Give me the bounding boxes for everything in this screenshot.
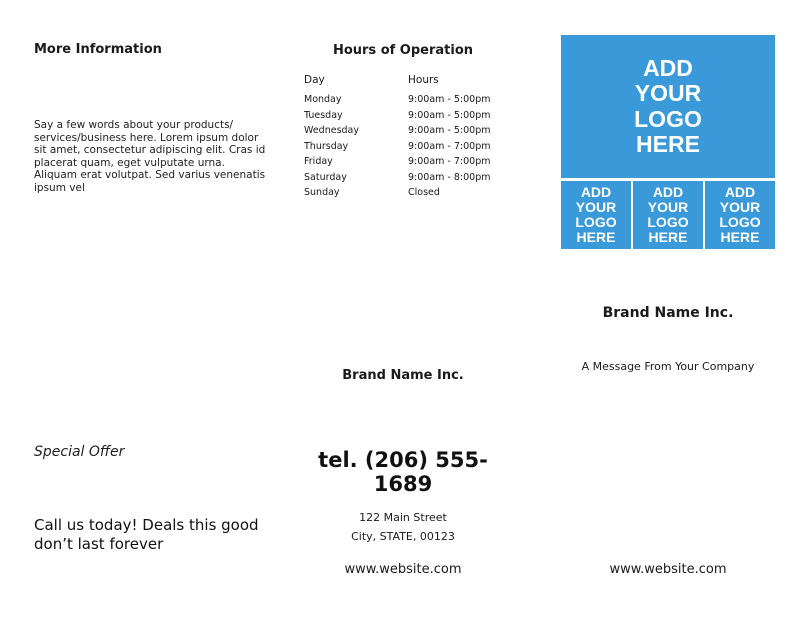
hours-row <box>304 110 504 126</box>
hours-table-header <box>304 74 439 86</box>
hours-row <box>304 94 504 110</box>
hours-row <box>304 125 504 141</box>
company-message: A Message From Your Company <box>581 360 755 373</box>
logo-placeholder-text: ADD YOUR LOGO HERE <box>719 184 761 245</box>
phone-number: tel. (206) 555-1689 <box>318 448 488 496</box>
hours-value: 9:00am - 5:00pm <box>408 94 491 105</box>
hours-row <box>304 187 504 203</box>
hours-day: Wednesday <box>304 125 360 136</box>
hours-row <box>304 172 504 188</box>
special-offer-heading: Special Offer <box>34 444 125 460</box>
hours-table <box>304 94 504 203</box>
hours-value: Closed <box>408 187 440 198</box>
hours-value: 9:00am - 7:00pm <box>408 140 491 152</box>
logo-placeholder-small <box>561 181 631 249</box>
hours-value: 9:00am - 5:00pm <box>408 125 491 136</box>
logo-placeholder-text: ADD YOUR LOGO HERE <box>647 184 689 245</box>
logo-placeholder-text: ADD YOUR LOGO HERE <box>575 184 617 245</box>
address <box>303 508 503 546</box>
hours-day: Sunday <box>304 187 340 198</box>
hours-day: Tuesday <box>304 109 343 121</box>
hours-header-hours: Hours <box>408 74 439 86</box>
logo-placeholder-main <box>561 35 775 178</box>
logo-placeholder-small <box>633 181 703 249</box>
hours-title: Hours of Operation <box>332 43 474 58</box>
call-us-text: Call us today! Deals this good don’t last forever <box>34 516 259 553</box>
website-right: www.website.com <box>609 562 727 577</box>
brand-name-middle: Brand Name Inc. <box>342 368 464 383</box>
address-line2: City, STATE, 00123 <box>351 530 455 543</box>
hours-header-day: Day <box>304 74 325 86</box>
hours-value: 9:00am - 7:00pm <box>408 156 491 167</box>
logo-placeholder-small <box>705 181 775 249</box>
brand-name-right: Brand Name Inc. <box>602 305 734 321</box>
more-info-body: Say a few words about your products/ services/business here. Lorem ipsum dolor sit amet, consectetur adipiscing elit. Cras id placerat quam, eget vulputate urna. Aliquam erat volutpat. Sed varius venenatis ipsum vel <box>34 119 266 194</box>
hours-value: 9:00am - 5:00pm <box>408 109 491 121</box>
address-line1: 122 Main Street <box>359 511 447 524</box>
hours-row <box>304 156 504 172</box>
hours-day: Friday <box>304 156 333 167</box>
logo-placeholder-text: ADD YOUR LOGO HERE <box>634 54 702 157</box>
hours-value: 9:00am - 8:00pm <box>408 171 491 183</box>
hours-day: Saturday <box>304 171 347 183</box>
more-info-title: More Information <box>34 42 162 57</box>
hours-day: Monday <box>304 94 342 105</box>
hours-day: Thursday <box>304 140 349 152</box>
website-middle: www.website.com <box>344 562 462 577</box>
hours-row <box>304 141 504 157</box>
